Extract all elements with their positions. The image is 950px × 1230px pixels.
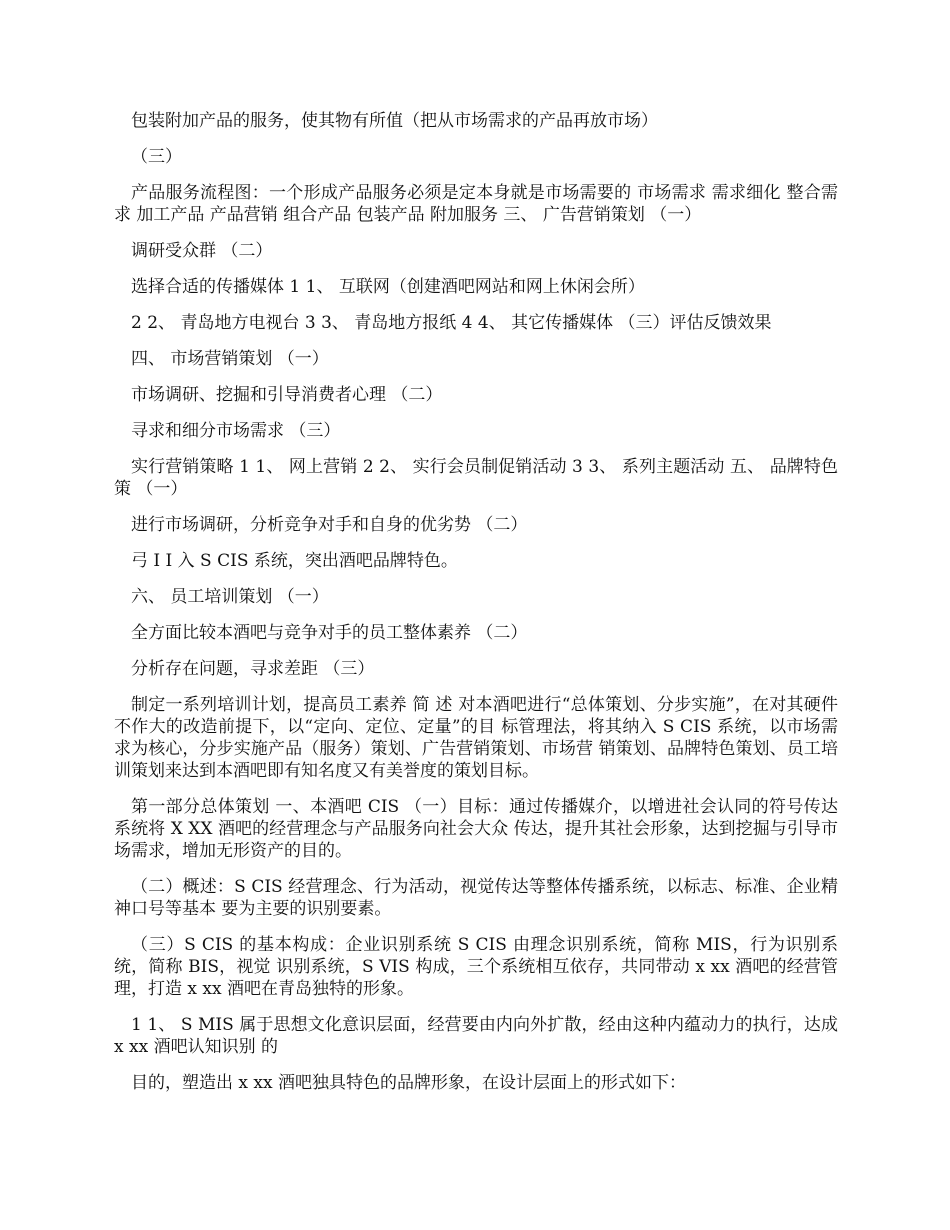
paragraph-20: 1 1、 S MIS 属于思想文化意识层面，经营要由内向外扩散，经由这种内蕴动力的执行，达成 x xx 酒吧认知识别 的: [114, 1015, 838, 1057]
paragraph-4: 调研受众群 （二）: [131, 241, 273, 261]
paragraph-12: 弓 I I 入 S CIS 系统，突出酒吧品牌特色。: [131, 551, 458, 571]
paragraph-6: 2 2、 青岛地方电视台 3 3、 青岛地方报纸 4 4、 其它传播媒体 （三）评估反馈效果: [131, 313, 772, 333]
paragraph-19: （三）S CIS 的基本构成：企业识别系统 S CIS 由理念识别系统，简称 MIS，行为识别系统，简称 BIS，视觉 识别系统，S VIS 构成，三个系统相互依存，共同带动 x xx 酒吧的经营管理，打造 x xx 酒吧在青岛独特的形象。: [114, 935, 838, 999]
paragraph-9: 寻求和细分市场需求 （三）: [131, 421, 341, 441]
paragraph-18: （二）概述：S CIS 经营理念、行为活动，视觉传达等整体传播系统，以标志、标准、企业精神口号等基本 要为主要的识别要素。: [114, 877, 838, 919]
paragraph-7: 四、 市场营销策划 （一）: [131, 349, 329, 369]
paragraph-8: 市场调研、挖掘和引导消费者心理 （二）: [131, 385, 443, 405]
paragraph-17: 第一部分总体策划 一、本酒吧 CIS （一）目标：通过传播媒介，以增进社会认同的符号传达系统将 X XX 酒吧的经营理念与产品服务向社会大众 传达，提升其社会形象，达到挖掘与引导市场需求，增加无形资产的目的。: [114, 797, 838, 861]
paragraph-10: 实行营销策略 1 1、 网上营销 2 2、 实行会员制促销活动 3 3、 系列主题活动 五、 品牌特色策 （一）: [114, 457, 838, 499]
paragraph-13: 六、 员工培训策划 （一）: [131, 587, 329, 607]
paragraph-21: 目的，塑造出 x xx 酒吧独具特色的品牌形象，在设计层面上的形式如下：: [131, 1073, 686, 1093]
paragraph-3: 产品服务流程图：一个形成产品服务必须是定本身就是市场需要的 市场需求 需求细化 整合需求 加工产品 产品营销 组合产品 包装产品 附加服务 三、 广告营销策划 （一）: [114, 183, 838, 225]
paragraph-14: 全方面比较本酒吧与竞争对手的员工整体素养 （二）: [131, 623, 528, 643]
document-body: [114, 110, 838, 1108]
paragraph-16: 制定一系列培训计划，提高员工素养 简 述 对本酒吧进行“总体策划、分步实施”，在对其硬件不作大的改造前提下，以“定向、定位、定量”的目 标管理法，将其纳入 S CIS 系统，以市场需求为核心，分步实施产品（服务）策划、广告营销策划、市场营 销策划、品牌特色策划、员工培训策划来达到本酒吧即有知名度又有美誉度的策划目标。: [114, 695, 838, 781]
paragraph-5: 选择合适的传播媒体 1 1、 互联网（创建酒吧网站和网上休闲会所）: [131, 277, 645, 297]
paragraph-2: （三）: [131, 147, 182, 167]
paragraph-11: 进行市场调研，分析竞争对手和自身的优劣势 （二）: [131, 515, 528, 535]
paragraph-1: 包装附加产品的服务，使其物有所值（把从市场需求的产品再放市场）: [131, 111, 658, 131]
paragraph-15: 分析存在问题，寻求差距 （三）: [131, 659, 375, 679]
